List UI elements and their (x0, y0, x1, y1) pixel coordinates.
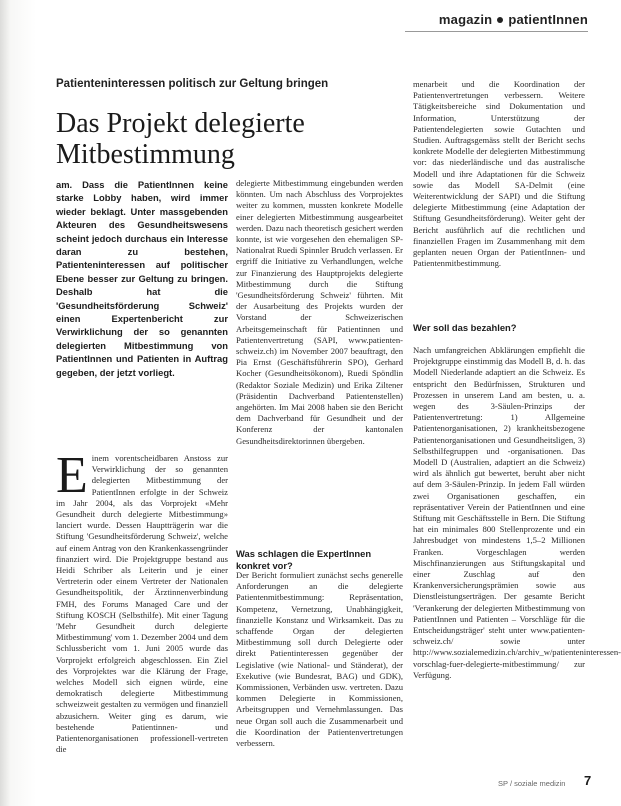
lead-paragraph: am. Dass die PatientInnen keine starke Lobby haben, wird immer wieder beklagt. Unter massgebenden Akteuren des Gesundheitswesens scheint jedoch durchaus ein Interesse daran zu bestehen, Patienteninteressen auf politischer Ebene besser zur Geltung zu bringen. Deshalb hat die 'Gesundheitsförderung Schweiz' einen Expertenbericht zur Verwirklichung der so genannten delegierten Mitbestimmung von PatientInnen und Patienten in Auftrag gegeben, der jetzt vorliegt. (56, 179, 228, 378)
bullet-icon (497, 17, 503, 23)
body-column-3-lower (413, 345, 621, 790)
body-column-1 (56, 447, 228, 783)
footer-source: SP / soziale medizin (498, 779, 566, 788)
subheading-funding: Wer soll das bezahlen? (413, 322, 517, 333)
body-column-2-lower (236, 570, 403, 792)
article-kicker: Patienteninteressen politisch zur Geltung bringen (56, 78, 329, 90)
body-paragraph: delegierte Mitbestimmung eingebunden werden könnten. Um nach Abschluss des Vorprojektes weiter zu kommen, mussten konkrete Modelle einer delegierten Mitbestimmung ausgearbeitet werden. Dazu nach theoretisch gesichert werden konnte, ist wie vorgesehen den ehemaligen SP-Nationalrat Ruedi Spinnler Brudch verlassen. Er ergriff die Initiative zu Verhandlungen, welche zur Finanzierung des Hauptprojekts delegierte Mitbestimmung durch die Stiftung 'Gesundheitsförderung Schweiz' führten. Mit der Ausarbeitung des Projekts wurden der Vorstand der Schweizerischen Arbeitsgemeinschaft für Patientinnen und Patientenvertretung (SAPI, www.patienten-schweiz.ch) im November 2007 beauftragt, den Pia Ernst (Geschäftsführerin SPO), Gerhard Kocher (Gesundheitsökonom), Ruedi Spöndlin (Redaktor Soziale Medizin) und Erika Ziltener (Präsidentin Dachverband Patientenstellen) angehörten. Im Mai 2008 haben sie den Bericht dem Dachverband für Gesundheit und der Konferenz der kantonalen Gesundheitsdirektorinnen übergeben. (236, 178, 403, 446)
body-paragraph: Der Bericht formuliert zunächst sechs generelle Anforderungen an die delegierte Patientenmitbestimmung: Repräsentation, Kompetenz, Vernetzung, Unabhängigkeit, finanzielle Konstanz und Wirksamkeit. Das zu schaffende Organ der delegierten Mitbestimmung soll durch Delegierte oder direkt Patientinteressen gegenüber der Legislative (wie National- und Ständerat), der Exekutive (wie Bundesrat, BAG) und GDK), Kommissionen, Verbänden usw. vertreten. Dazu kommen Delegierte in Kommissionen, Arbeitsgruppen und Vernehmlassungen. Das neue Organ soll auch die Zusammenarbeit und die Koordination der Patientenvertretungen verbessern. (236, 570, 403, 749)
article-lead (56, 178, 228, 379)
body-paragraph: menarbeit und die Koordination der Patientenvertretungen verbessern. Weitere Tätigkeitsbereiche sind Dokumentation und Information, Unterstützung der Patientendelegierten sowie Gutachten und Studien. Auftragsgemäss stellt der Bericht sechs konkrete Modelle der delegierten Mitbestimmung vor: das niederländische und das australische Modell und ihre Adaptationen für die Schweiz sowie das Modell SA-Delmit (eine Weiterentwicklung der SAPI) und die Stiftung delegierte Mitbestimmung (eine Adaptation der Stiftung Gesundheitsförderung). Weiter geht der Bericht ausführlich auf die rechtlichen und finanziellen Fragen im Zusammenhang mit dem geplanten neuen Organ der PatientInnen- und Patientenmitbestimmung. (413, 79, 585, 269)
body-paragraph: inem vorentscheidbaren Anstoss zur Verwirklichung der so genannten delegierten Mitbestimmung der PatientInnen erfolgte in der Schweiz im Jahr 2004, als das Vorprojekt «Mehr Gesundheit durch delegierte Mitbestimmung» lanciert wurde. Dessen Hauptträgerin war die Stiftung 'Gesundheitsförderung Schweiz', welche auf einem Antrag von den Krankenkassengründer finanziert wird. Die Projektgruppe bestand aus Heidi Schriber als Leiterin und je einer Vertreterin oder einem Vertreter der Nationalen Gesundheitspolitik, der Ärztinnenverbindung FMH, des Forums Managed Care und der Stiftung KOSCH (Selbsthilfe). Mit einer Tagung 'Mehr Gesundheit durch delegierte Mitbestimmung' vom 1. Dezember 2004 und dem Schlussbericht vom 1. Juni 2005 wurde das Vorprojekt erfolgreich abgeschlossen. Ein Ziel des Vorprojektes war die Klärung der Frage, welches Modell sich eignen würde, eine demokratisch delegierte Mitbestimmung schweizweit gestalten zu vermögen und finanziell abzusichern. Weiter ging es darum, wie bestehende Patientinnen- und Patientenorganisationen professionell-vertreten die (56, 453, 228, 755)
section-label: magazin (438, 12, 493, 27)
body-column-3 (413, 79, 585, 311)
page-fold-shadow (0, 0, 10, 806)
section-header (439, 12, 588, 27)
subheading-experts: Was schlagen die ExpertInnen konkret vor? (236, 548, 372, 571)
page-number: 7 (584, 773, 592, 788)
body-paragraph: Nach umfangreichen Abklärungen empfiehlt die Projektgruppe einstimmig das Modell B, d. h. das Modell Niederlande adaptiert an die Schweiz. Es entspricht den Bedürfnissen, Strukturen und Prozessen in unserem Land am besten, u. a. wegen des 3-Säulen-Prinzips der Patientenvertretung: 1) Allgemeine Patientenorganisationen, 2) krankheitsbezogene Patientenorganisationen und Gesundheitsligen, 3) Selbsthilfegruppen und -organisationen. Das Modell D (Australien, adaptiert an die Schweiz) wird als ähnlich gut bewertet, beruht aber nicht auf dem 3-Säulen-Prinzip. In jedem Fall würden zwei Organisationen geschaffen, ein repräsentativer Verein der PatientInnen und eine Stiftung mit Geschäftsstelle in Bern. Die Stiftung hat ein minimales 800 Stellenprozente und ein Jahresbudget von mindestens 1,5–2 Millionen Franken. Vorgeschlagen werden Mischfinanzierungen aus Stiftungskapital und einer Zuschlag auf den Krankenversicherungsprämien sowie aus Dienstleistungserträgen. Der gesamte Bericht 'Verankerung der delegierten Mitbestimmung von PatientInnen und Patienten – Vorschläge für die Entscheidungsträger' steht unter www.patienten-schweiz.ch/ sowie unter http://www.sozialemedizin.ch/archiv_w/patienteninteressen-vorschlag-fuer-delegierte-mitbestimmung/ zur Verfügung. (413, 345, 621, 680)
header-divider (405, 31, 588, 32)
article-title: Das Projekt delegierte Mitbestimmung (56, 108, 305, 170)
body-column-2 (236, 178, 403, 548)
drop-cap: E (56, 447, 88, 504)
topic-label: patientInnen (508, 12, 588, 27)
